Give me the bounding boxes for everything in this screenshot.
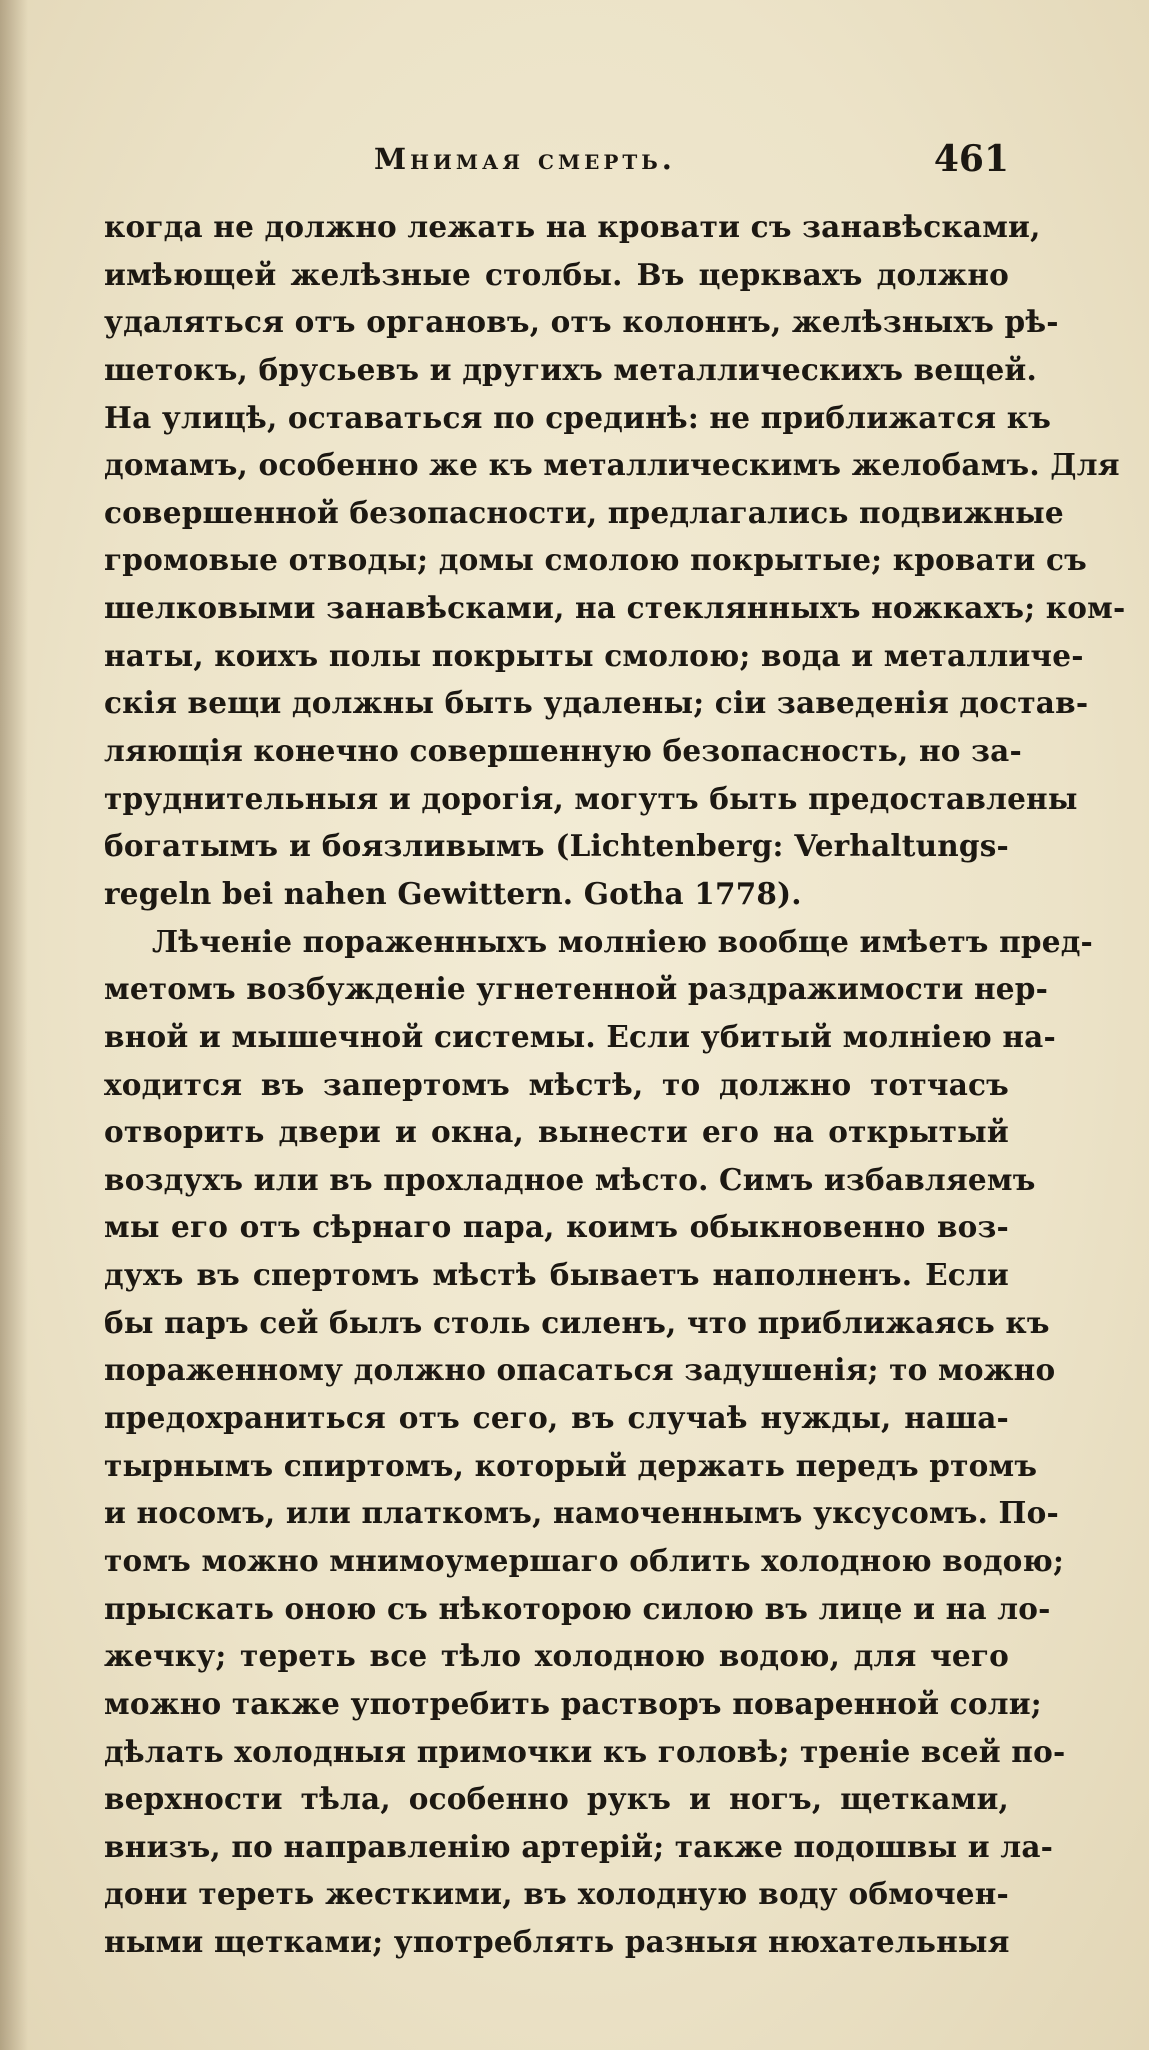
text-line: домамъ, особенно же къ металлическимъ желобамъ. Для <box>104 447 1120 483</box>
text-line: пораженному должно опасаться задушенія; то можно <box>104 1352 1056 1388</box>
text-line: наты, коихъ полы покрыты смолою; вода и металличе- <box>104 637 1084 673</box>
page-number: 461 <box>933 138 1009 180</box>
text-line: шетокъ, брусьевъ и другихъ металлическихъ вещей. <box>104 351 1037 387</box>
text-line: имѣющей желѣзные столбы. Въ церквахъ должно <box>104 256 1009 292</box>
text-line: ляющія конечно совершенную безопасность, но за- <box>104 733 1022 769</box>
text-line: ходится въ запертомъ мѣстѣ, то должно тотчасъ <box>104 1066 1009 1102</box>
text-line: удаляться отъ органовъ, отъ колоннъ, желѣзныхъ рѣ- <box>104 304 1059 340</box>
text-line: громовые отводы; домы смолою покрытые; кровати съ <box>104 542 1087 578</box>
text-line: предохраниться отъ сего, въ случаѣ нужды, наша- <box>104 1400 1009 1436</box>
text-line: мы его отъ сѣрнаго пара, коимъ обыкновенно воз- <box>104 1209 1009 1245</box>
paragraph-start-line: Лѣченіе пораженныхъ молніею вообще имѣетъ пред- <box>152 923 1093 959</box>
text-line: верхности тѣла, особенно рукъ и ногъ, щетками, <box>104 1781 1009 1817</box>
text-line: труднительныя и дорогія, могутъ быть предоставлены <box>104 780 1078 816</box>
text-line: дѣлать холодныя примочки къ головѣ; треніе всей по- <box>104 1733 1066 1769</box>
text-line: ными щетками; употреблять разныя нюхательныя <box>104 1924 1010 1960</box>
text-line: богатымъ и боязливымъ (Lichtenberg: Verhaltungs- <box>104 828 1009 864</box>
text-line: когда не должно лежать на кровати съ занавѣсками, <box>104 209 1041 244</box>
binding-shadow <box>0 0 28 2050</box>
text-line: отворить двери и окна, вынести его на открытый <box>104 1114 1009 1150</box>
paragraph-end-line: regeln bei nahen Gewittern. Gotha 1778). <box>104 875 802 911</box>
text-line: можно также употребить растворъ поваренной соли; <box>104 1685 1042 1721</box>
text-line: скія вещи должны быть удалены; сіи заведенія достав- <box>104 685 1089 721</box>
text-line: и носомъ, или платкомъ, намоченнымъ уксусомъ. По- <box>104 1495 1059 1531</box>
text-line: духъ въ спертомъ мѣстѣ бываетъ наполненъ. Если <box>104 1257 1009 1293</box>
text-line: метомъ возбужденіе угнетенной раздражимости нер- <box>104 971 1049 1007</box>
text-line: томъ можно мнимоумершаго облить холодною водою; <box>104 1542 1065 1578</box>
body-text <box>104 203 1126 1966</box>
page-header <box>104 138 1009 192</box>
running-title: Мнимая смерть. <box>374 142 676 176</box>
text-line: внизъ, по направленію артерій; также подошвы и ла- <box>104 1828 1054 1864</box>
text-line: прыскать оною съ нѣкоторою силою въ лице и на ло- <box>104 1590 1051 1626</box>
text-line: тырнымъ спиртомъ, который держать передъ ртомъ <box>104 1447 1038 1483</box>
text-line: дони тереть жесткими, въ холодную воду обмочен- <box>104 1876 1009 1912</box>
text-line: совершенной безопасности, предлагались подвижные <box>104 494 1064 530</box>
text-line: шелковыми занавѣсками, на стеклянныхъ ножкахъ; ком- <box>104 590 1126 626</box>
text-line: На улицѣ, оставаться по срединѣ: не приближатся къ <box>104 399 1052 435</box>
text-line: вной и мышечной системы. Если убитый молніею на- <box>104 1018 1056 1054</box>
text-line: бы паръ сей былъ столь силенъ, что приближаясь къ <box>104 1304 1050 1340</box>
text-line: воздухъ или въ прохладное мѣсто. Симъ избавляемъ <box>104 1161 1036 1197</box>
text-line: жечку; тереть все тѣло холодною водою, для чего <box>104 1638 1009 1674</box>
